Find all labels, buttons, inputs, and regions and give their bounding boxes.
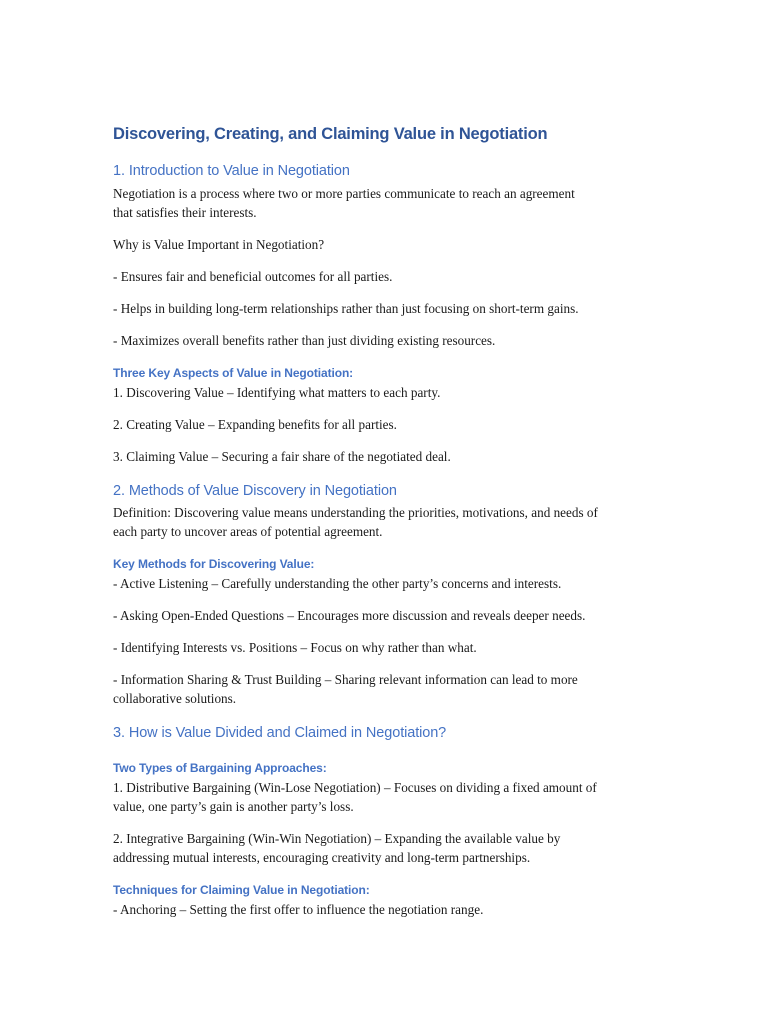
section-heading: 2. Methods of Value Discovery in Negotiation	[113, 483, 397, 499]
bullet-item: - Anchoring – Setting the first offer to influence the negotiation range.	[113, 902, 484, 917]
numbered-item: 3. Claiming Value – Securing a fair share of the negotiated deal.	[113, 449, 451, 464]
bullet-item: - Asking Open-Ended Questions – Encourages more discussion and reveals deeper needs.	[113, 608, 586, 623]
subsection-heading: Key Methods for Discovering Value:	[113, 557, 315, 571]
bullet-item: - Helps in building long-term relationships rather than just focusing on short-term gains.	[113, 301, 579, 316]
paragraph-line: Why is Value Important in Negotiation?	[113, 237, 325, 252]
numbered-item: 2. Integrative Bargaining (Win-Win Negotiation) – Expanding the available value by	[113, 831, 561, 846]
paragraph-line: each party to uncover areas of potential agreement.	[113, 524, 383, 539]
paragraph-line: that satisfies their interests.	[113, 205, 257, 220]
paragraph-line: Negotiation is a process where two or more parties communicate to reach an agreement	[113, 186, 575, 201]
bullet-item: - Maximizes overall benefits rather than just dividing existing resources.	[113, 333, 496, 348]
paragraph-line: Definition: Discovering value means understanding the priorities, motivations, and needs of	[113, 505, 598, 520]
subsection-heading: Two Types of Bargaining Approaches:	[113, 761, 327, 775]
subsection-heading: Techniques for Claiming Value in Negotiation:	[113, 883, 370, 897]
bullet-item: - Active Listening – Carefully understanding the other party’s concerns and interests.	[113, 576, 562, 591]
bullet-item-continued: collaborative solutions.	[113, 691, 237, 706]
section-heading: 3. How is Value Divided and Claimed in Negotiation?	[113, 725, 447, 741]
bullet-item: - Ensures fair and beneficial outcomes for all parties.	[113, 269, 393, 284]
bullet-item: - Information Sharing & Trust Building – Sharing relevant information can lead to more	[113, 672, 578, 687]
numbered-item-continued: value, one party’s gain is another party’s loss.	[113, 799, 354, 814]
section-heading: 1. Introduction to Value in Negotiation	[113, 163, 350, 179]
numbered-item-continued: addressing mutual interests, encouraging creativity and long-term partnerships.	[113, 850, 531, 865]
document-title: Discovering, Creating, and Claiming Value in Negotiation	[113, 125, 548, 143]
subsection-heading: Three Key Aspects of Value in Negotiation:	[113, 366, 354, 380]
bullet-item: - Identifying Interests vs. Positions – Focus on why rather than what.	[113, 640, 477, 655]
numbered-item: 2. Creating Value – Expanding benefits for all parties.	[113, 417, 397, 432]
numbered-item: 1. Distributive Bargaining (Win-Lose Negotiation) – Focuses on dividing a fixed amount of	[113, 780, 597, 795]
numbered-item: 1. Discovering Value – Identifying what matters to each party.	[113, 385, 441, 400]
